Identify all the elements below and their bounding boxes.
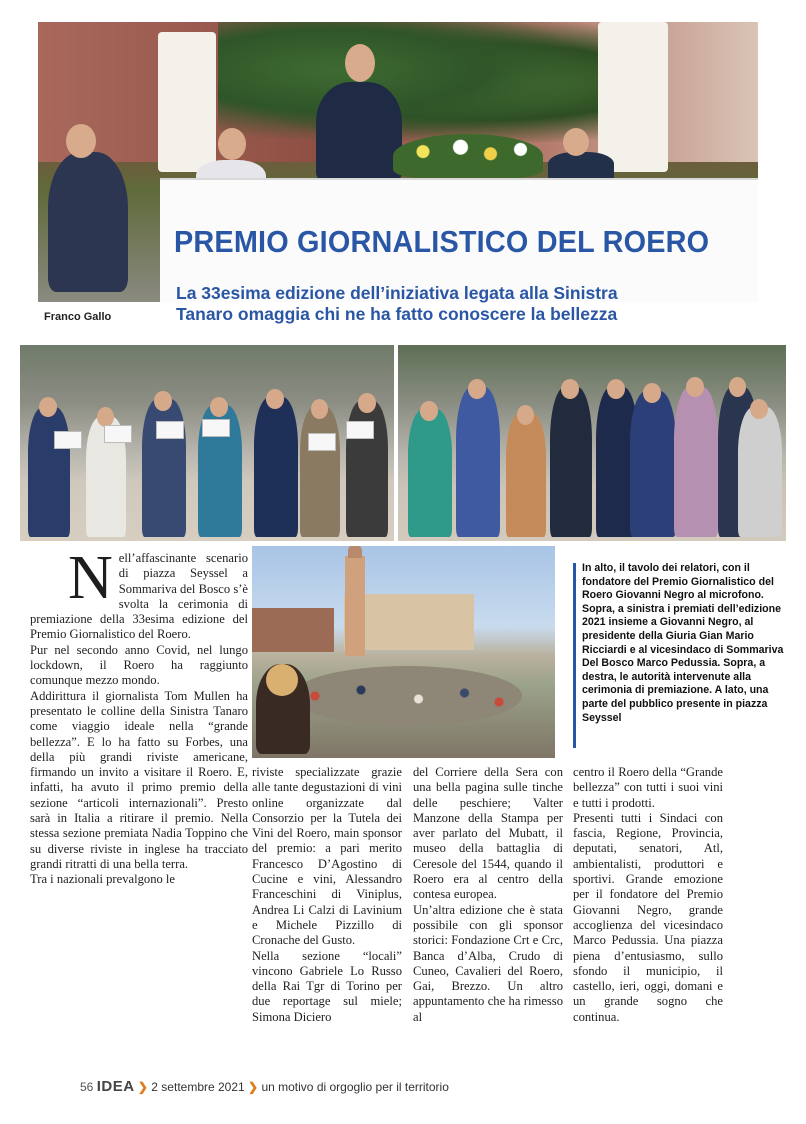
banner-title: PREMIO GIORNALISTICO DEL ROERO xyxy=(174,224,710,259)
hero-umbrella-right xyxy=(598,22,668,172)
authority-head xyxy=(561,379,579,399)
issue-date: 2 settembre 2021 xyxy=(151,1080,245,1094)
photo-caption: In alto, il tavolo dei relatori, con il fondatore del Premio Giornalistico del Roero Giovanni Negro al microfono. Sopra, a sinistra i premiati dell’edizione 2021 insieme a Giovanni Negro, al presidente della Giuria Gian Mario Ricciardi e al vicesindaco di Sommariva Del Bosco Marco Pedussia. Sopra, a destra, le autorità intervenute alla cerimonia di premiazione. A lato, una parte del pubblico presente in piazza Seyssel xyxy=(582,562,784,724)
winner-head xyxy=(311,399,328,419)
subtitle-line-1: La 33esima edizione dell’iniziativa legata alla Sinistra xyxy=(176,283,618,303)
hero-man-right-head xyxy=(563,128,589,156)
award-certificate xyxy=(346,421,374,439)
hero-speaker xyxy=(316,82,402,182)
award-certificate xyxy=(104,425,132,443)
page-footer xyxy=(80,1078,449,1095)
photo-bell-tower xyxy=(345,556,365,656)
chevron-right-icon: ❯ xyxy=(137,1080,148,1094)
authority-figure xyxy=(738,407,782,537)
article-column-1 xyxy=(30,544,248,888)
authority-head xyxy=(420,401,438,421)
winner-head xyxy=(97,407,114,427)
authority-head xyxy=(517,405,534,425)
article-paragraph: Un’altra edizione che è stata possibile con gli sponsor storici: Fondazione Crt e Crc, Banca d’Alba, Crudo di Cuneo, Cavalieri del Roero, Gai, Brezzo. Un altro appuntamento che ha rimesso al xyxy=(413,902,563,1024)
authority-figure xyxy=(506,413,546,537)
photo-spectator-head xyxy=(266,664,298,696)
hero-photo xyxy=(38,22,758,302)
article-paragraph: del Corriere della Sera con una bella pagina sulle tinche delle peschiere; Valter Manzone della Stampa per aver parlato del Mubatt, il museo della battaglia di Ceresole del 1544, quando il Roero era al centro della contesa europea. xyxy=(413,765,563,902)
hero-trees xyxy=(218,22,598,142)
winner-head xyxy=(39,397,57,417)
photo-audience-piazza xyxy=(252,546,555,758)
authority-head xyxy=(686,377,704,397)
authority-figure xyxy=(674,387,718,537)
authority-head xyxy=(750,399,768,419)
article-paragraph: Presenti tutti i Sindaci con fascia, Regione, Provincia, deputati, senatori, Atl, ambientalisti, produttori e sportivi. Grande emozione per il fondatore del Premio Giovanni Negro, grande accoglienza del vicesindaco Marco Pedussia. Una piazza piena d’entusiasmo, sullo sfondo il municipio, il castello, ieri, oggi, domani e un grande sogno che continua. xyxy=(573,810,723,1024)
award-certificate xyxy=(54,431,82,449)
photo-authorities xyxy=(398,345,786,541)
article-paragraph: Nella sezione “locali” vincono Gabriele Lo Russo della Rai Tgr di Torino per due reportage sul miele; Simona Diciero xyxy=(252,948,402,1024)
winner-figure xyxy=(28,407,70,537)
hero-speaker-head xyxy=(345,44,375,82)
winner-figure xyxy=(300,407,340,537)
footer-tagline: un motivo di orgoglio per il territorio xyxy=(261,1080,449,1094)
award-certificate xyxy=(202,419,230,437)
photo-building-left xyxy=(252,608,334,652)
authority-head xyxy=(468,379,486,399)
hero-seated-man xyxy=(48,152,128,292)
award-certificate xyxy=(308,433,336,451)
article-paragraph: Tra i nazionali prevalgono le xyxy=(30,872,176,887)
award-certificate xyxy=(156,421,184,439)
hero-man-at-table-head xyxy=(218,128,246,160)
authority-head xyxy=(729,377,746,397)
authority-figure xyxy=(456,387,500,537)
hero-umbrella-left xyxy=(158,32,216,172)
article-paragraph: ell’affascinante scenario di piazza Seyssel a Sommariva del Bosco s’è svolta la cerimonia di premiazione della 33esima edizione del Premio Giornalistico del Roero. xyxy=(30,551,248,642)
chevron-right-icon: ❯ xyxy=(248,1080,259,1094)
caption-accent-bar xyxy=(573,563,576,748)
hero-seated-man-head xyxy=(66,124,96,158)
magazine-brand: IDEA xyxy=(96,1078,135,1095)
page-number: 56 xyxy=(80,1080,94,1094)
photo-award-winners xyxy=(20,345,394,541)
article-paragraph: Addirittura il giornalista Tom Mullen ha presentato le colline della Sinistra Tanaro come viaggio ideale nella “grande bellezza”. E lo ha fatto su Forbes, una della più grandi riviste americane, firmando un invito a visitare il Roero. E, infatti, ha avuto il primo premio della sezione “articoli internazionali”. Presto sarà in Italia a ritirare il premio. Nella stessa sezione premiata Nadia Toppino che su diverse riviste in inglese ha tracciato grandi ritratti di una bella terra. xyxy=(30,688,248,871)
article-column-3 xyxy=(413,765,563,1025)
winner-figure xyxy=(142,399,186,537)
winner-head xyxy=(358,393,376,413)
subtitle-line-2: Tanaro omaggia chi ne ha fatto conoscere la bellezza xyxy=(176,304,618,324)
hero-flower-arrangement xyxy=(393,134,543,178)
winner-figure xyxy=(254,397,298,537)
author-name: Franco Gallo xyxy=(44,311,112,323)
article-column-4 xyxy=(573,765,723,1025)
article-column-2 xyxy=(252,765,402,1025)
authority-figure xyxy=(408,409,452,537)
winner-head xyxy=(210,397,228,417)
article-paragraph: Pur nel secondo anno Covid, nel lungo lockdown, il Roero ha raggiunto comunque mezzo mondo. xyxy=(30,642,248,688)
winner-head xyxy=(266,389,284,409)
drop-cap: N xyxy=(68,544,113,612)
authority-head xyxy=(607,379,625,399)
article-paragraph: centro il Roero della “Grande bellezza” con tutti i suoi vini e tutti i prodotti. xyxy=(573,765,723,810)
authority-figure xyxy=(550,387,592,537)
authority-head xyxy=(643,383,661,403)
article-paragraph: riviste specializzate grazie alle tante degustazioni di vini online organizzate dal Consorzio per la Tutela dei Vini del Roero, main sponsor del premio: a pari merito Francesco D’Agostino di Cucine e vini, Alessandro Franceschini di Viniplus, Andrea Li Calzi di Lavinium e Michele Pizzillo di Cronache del Gusto. xyxy=(252,765,402,948)
authority-figure xyxy=(630,391,676,537)
photo-audience xyxy=(292,666,522,726)
winner-head xyxy=(154,391,172,411)
